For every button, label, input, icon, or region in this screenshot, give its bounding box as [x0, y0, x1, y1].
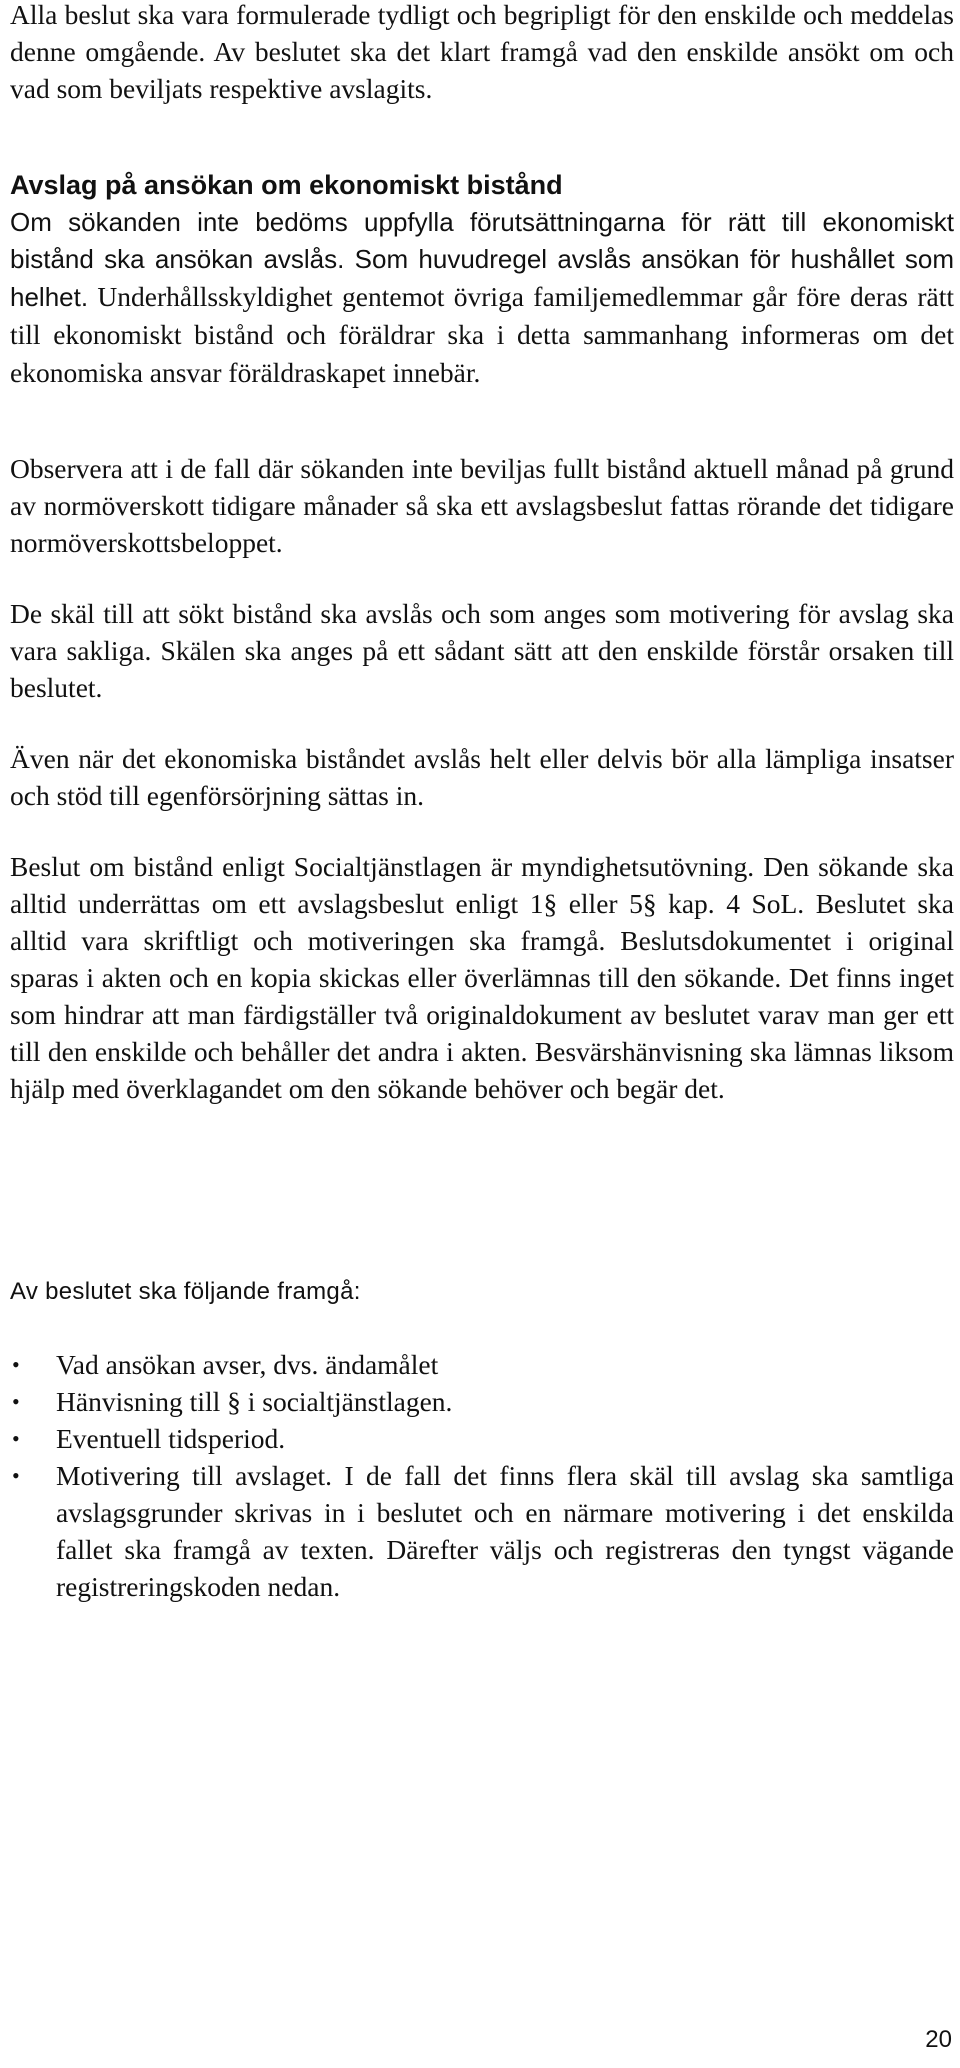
requirements-list	[10, 1346, 954, 1605]
intro-paragraph: Alla beslut ska vara formulerade tydligt och begripligt för den enskilde och meddelas denne omgående. Av beslutet ska det klart framgå vad den enskilde ansökt om och vad som beviljats respektive avslagits.	[10, 0, 954, 104]
section-body-sans: Om sökanden inte bedöms uppfylla förutsättningarna för rätt till ekonomiskt bistånd ska ansökan avslås. Som huvudregel avslås ansökan för hushållet som helhet.	[10, 207, 954, 312]
bullet-icon: •	[12, 1389, 20, 1414]
page-number: 20	[925, 2026, 952, 2053]
list-title: Av beslutet ska följande framgå:	[10, 1278, 361, 1305]
section-body	[10, 204, 954, 392]
paragraph-skal: De skäl till att sökt bistånd ska avslås och som anges som motivering för avslag ska vara sakliga. Skälen ska anges på ett sådant sätt att den enskilde förstår orsaken till beslutet.	[10, 598, 954, 703]
bullet-icon: •	[12, 1352, 20, 1377]
paragraph-normoverskott: Observera att i de fall där sökanden inte beviljas fullt bistånd aktuell månad på grund av normöverskott tidigare månader så ska ett avslagsbeslut fattas rörande det tidigare normöverskottsbeloppet.	[10, 453, 954, 558]
list-item: • Motivering till avslaget. I de fall det finns flera skäl till avslag ska samtliga avslagsgrunder skrivas in i beslutet och en närmare motivering i det enskilda fallet ska framgå av texten. Därefter väljs och registreras den tyngst vägande registreringskoden nedan.	[10, 1457, 954, 1605]
section-body-serif: Underhållsskyldighet gentemot övriga familjemedlemmar går före deras rätt till ekonomiskt bistånd och föräldrar ska i detta sammanhang informeras om det ekonomiska ansvar föräldraskapet innebär.	[10, 281, 954, 388]
paragraph-insatser: Även när det ekonomiska biståndet avslås helt eller delvis bör alla lämpliga insatser och stöd till egenförsörjning sättas in.	[10, 743, 954, 811]
document-page	[10, 0, 954, 1605]
bullet-icon: •	[12, 1426, 20, 1451]
bullet-icon: •	[12, 1463, 20, 1488]
list-item: • Vad ansökan avser, dvs. ändamålet	[10, 1346, 954, 1383]
list-item: • Hänvisning till § i socialtjänstlagen.	[10, 1383, 954, 1420]
paragraph-myndighetsutovning: Beslut om bistånd enligt Socialtjänstlagen är myndighetsutövning. Den sökande ska alltid underrättas om ett avslagsbeslut enligt 1§ eller 5§ kap. 4 SoL. Beslutet ska alltid vara skriftligt och motiveringen ska framgå. Beslutsdokumentet i original sparas i akten och en kopia skickas eller överlämnas till den sökande. Det finns inget som hindrar att man färdigställer två originaldokument av beslutet varav man ger ett till den enskilde och behåller det andra i akten. Besvärshänvisning ska lämnas liksom hjälp med överklagandet om den sökande behöver och begär det.	[10, 851, 954, 1104]
section-heading: Avslag på ansökan om ekonomiskt bistånd	[10, 170, 563, 200]
list-item: • Eventuell tidsperiod.	[10, 1420, 954, 1457]
